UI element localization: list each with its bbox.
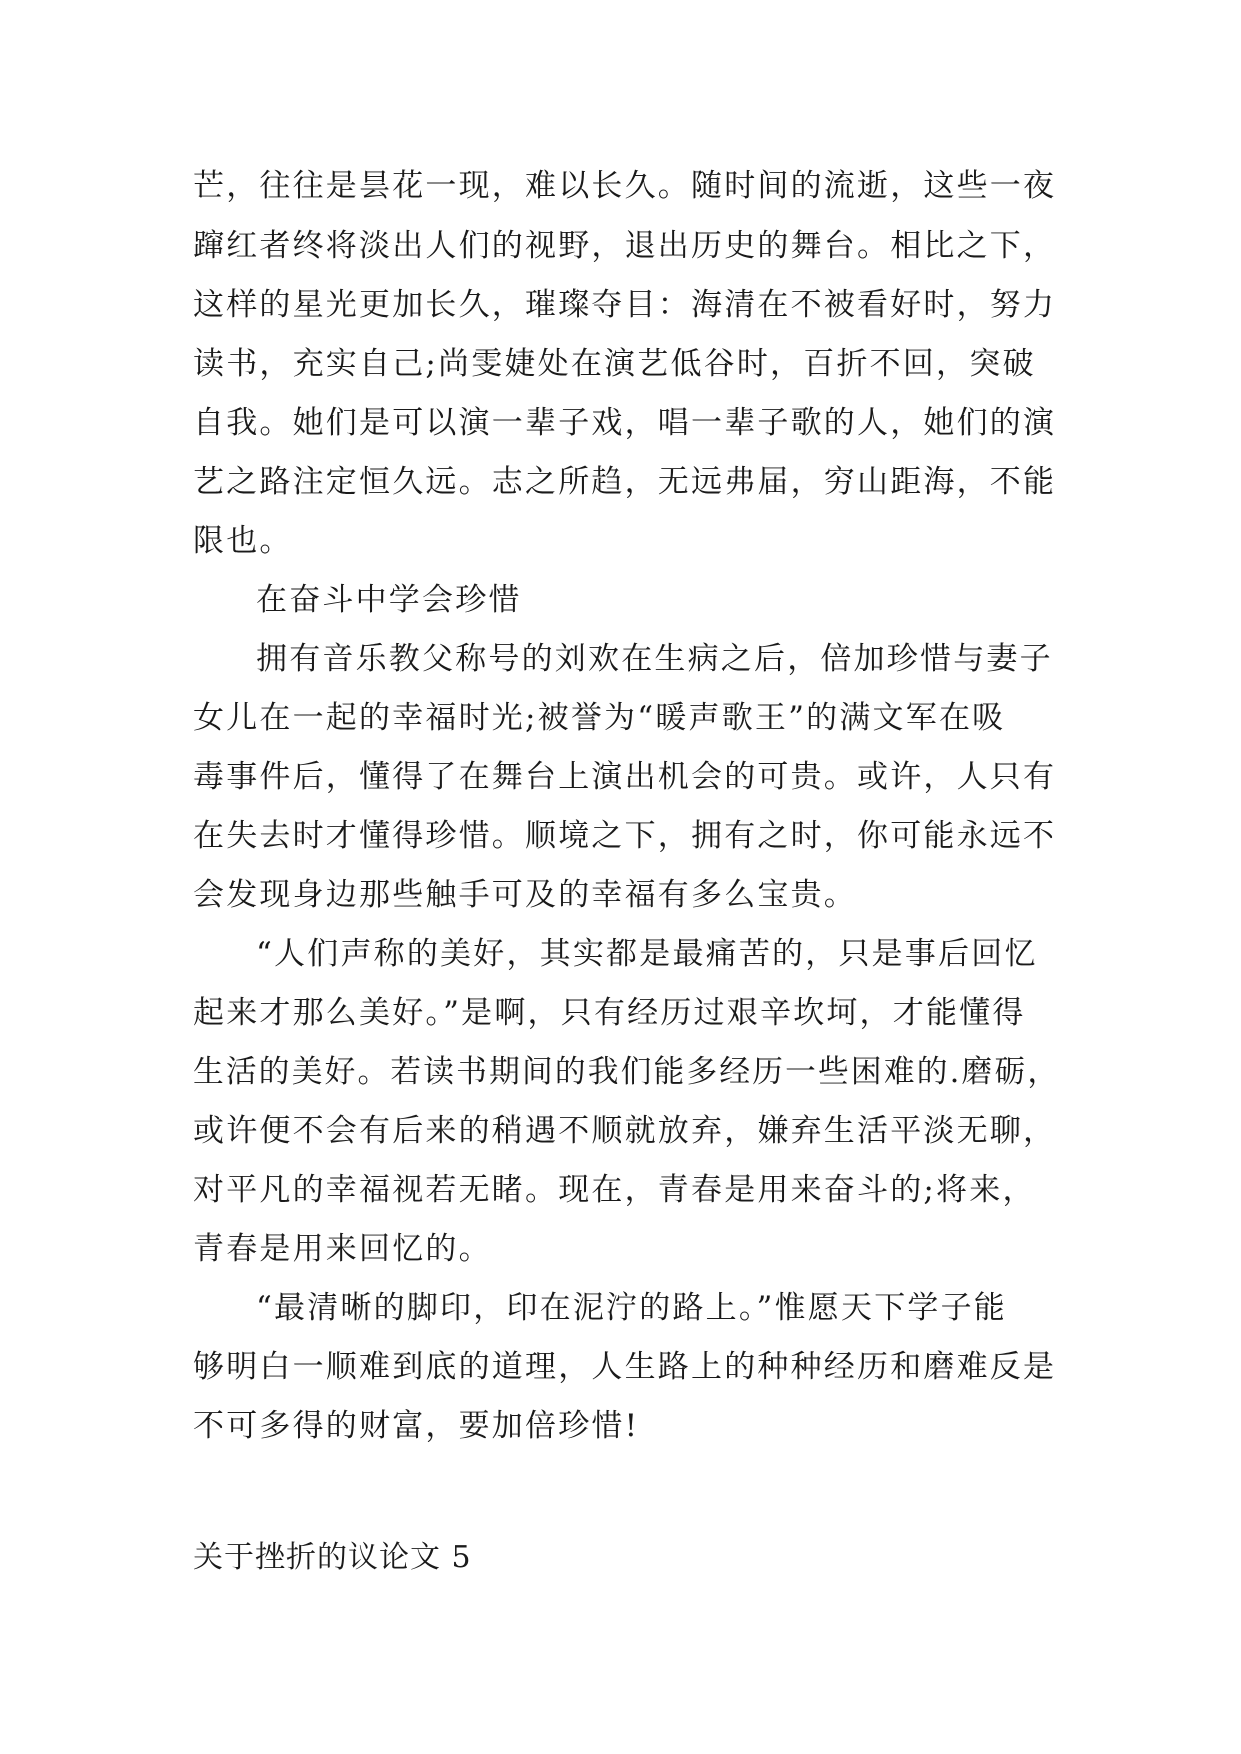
text-line: 不可多得的财富，要加倍珍惜! (193, 1408, 640, 1444)
text-line: 芒，往往是昙花一现，难以长久。随时间的流逝，这些一夜 (193, 168, 1057, 204)
text-line: “最清晰的脚印，印在泥泞的路上。”惟愿天下学子能 (256, 1290, 1007, 1326)
text-line: 或许便不会有后来的稍遇不顺就放弃，嫌弃生活平淡无聊， (193, 1113, 1057, 1149)
text-line: 毒事件后，懂得了在舞台上演出机会的可贵。或许，人只有 (193, 759, 1057, 795)
text-line: 生活的美好。若读书期间的我们能多经历一些困难的.磨砺， (193, 1054, 1061, 1090)
text-line: 限也。 (193, 523, 293, 559)
subheading: 在奋斗中学会珍惜 (256, 582, 522, 618)
text-line: 会发现身边那些触手可及的幸福有多么宝贵。 (193, 877, 857, 913)
text-line: 自我。她们是可以演一辈子戏，唱一辈子歌的人，她们的演 (193, 405, 1057, 441)
text-line: 够明白一顺难到底的道理，人生路上的种种经历和磨难反是 (193, 1349, 1057, 1385)
text-line: 起来才那么美好。”是啊，只有经历过艰辛坎坷，才能懂得 (193, 995, 1026, 1031)
text-line: 这样的星光更加长久，璀璨夺目：海清在不被看好时，努力 (193, 287, 1057, 323)
text-line: 蹿红者终将淡出人们的视野，退出历史的舞台。相比之下， (193, 228, 1057, 264)
text-line: “人们声称的美好，其实都是最痛苦的，只是事后回忆 (256, 936, 1038, 972)
text-line: 青春是用来回忆的。 (193, 1231, 492, 1267)
text-line: 在失去时才懂得珍惜。顺境之下，拥有之时，你可能永远不 (193, 818, 1057, 854)
text-line: 对平凡的幸福视若无睹。现在，青春是用来奋斗的;将来， (193, 1172, 1036, 1208)
text-line: 读书，充实自己;尚雯婕处在演艺低谷时，百折不回，突破 (193, 346, 1036, 382)
section-title: 关于挫折的议论文 5 (193, 1540, 472, 1575)
text-line: 拥有音乐教父称号的刘欢在生病之后，倍加珍惜与妻子 (256, 641, 1053, 677)
text-line: 艺之路注定恒久远。志之所趋，无远弗届，穷山距海，不能 (193, 464, 1057, 500)
text-line: 女儿在一起的幸福时光;被誉为“暖声歌王”的满文军在吸 (193, 700, 1006, 736)
